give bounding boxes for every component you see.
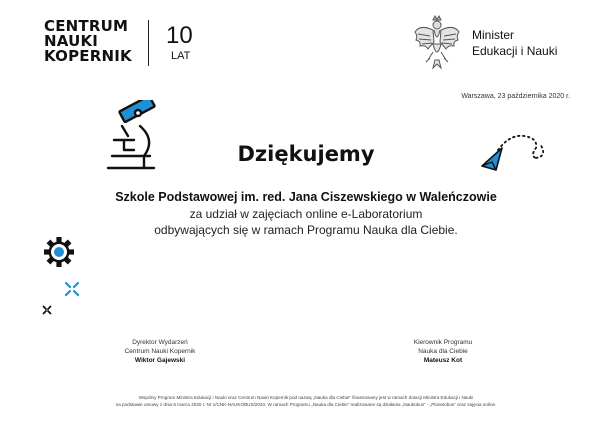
- recipient-name: Szkole Podstawowej im. red. Jana Ciszewskiego w Waleńczowie: [115, 190, 497, 204]
- footer-note: [0, 395, 612, 408]
- body-line-2: odbywających się w ramach Programu Nauka dla Ciebie.: [154, 223, 458, 237]
- ministry-line-2: Edukacji i Nauki: [472, 44, 558, 58]
- anniversary-number: 10: [166, 22, 193, 49]
- small-cross-icon: [42, 305, 52, 315]
- logo-line-1: CENTRUM: [44, 17, 129, 35]
- logo-divider: [148, 20, 149, 66]
- signature-left-name: Wiktor Gajewski: [134, 357, 186, 364]
- signature-left-role-1: Dyrektor Wydarzeń: [132, 339, 188, 346]
- logo-line-2: NAUKI: [44, 32, 99, 50]
- signature-right-role-1: Kierownik Programu: [413, 339, 473, 346]
- document-date: Warszawa, 23 października 2020 r.: [461, 93, 570, 100]
- ministry-name: [472, 27, 557, 59]
- anniversary-label: LAT: [171, 50, 191, 62]
- signature-left-role-2: Centrum Nauki Kopernik: [124, 348, 196, 355]
- footer-line-2: na podstawie umowy z dnia 6 marca 2020 r. Nr 1/CNK-NAUKOBUS/2020. W ramach Programu „Nauka dla Ciebie” realizowane są działania „Naukobus” - „Planetobus” oraz zajęcia online.: [115, 401, 497, 407]
- cross-icon: [64, 281, 80, 297]
- footer-line-1: Wspólny Program Ministra Edukacji i Nauki oraz Centrum Nauki Kopernik pod nazwą „Nauka dla Ciebie” finansowany jest w ramach dotacji Ministra Edukacji i Nauki: [138, 395, 474, 400]
- logo-centrum-nauki-kopernik: [44, 19, 132, 64]
- page-title: Dziękujemy: [237, 142, 375, 166]
- polish-eagle-emblem: [412, 14, 462, 70]
- signature-right: [373, 338, 513, 365]
- paper-plane-icon: [478, 128, 558, 176]
- signature-left: [90, 338, 230, 365]
- signature-right-name: Mateusz Kot: [423, 357, 463, 364]
- signature-right-role-2: Nauka dla Ciebie: [418, 348, 468, 355]
- gear-icon: [43, 236, 75, 268]
- logo-line-3: KOPERNIK: [44, 47, 132, 65]
- ministry-line-1: Minister: [472, 28, 515, 42]
- body-line-1: za udział w zajęciach online e-Laboratorium: [189, 207, 423, 221]
